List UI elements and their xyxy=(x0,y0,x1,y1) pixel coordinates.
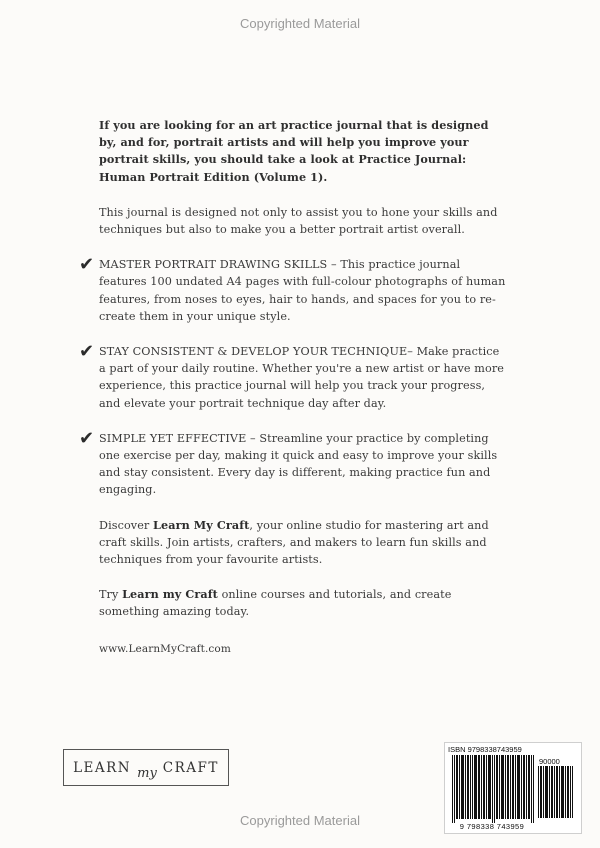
checkmark-icon: ✔ xyxy=(79,427,95,449)
checkmark-icon: ✔ xyxy=(79,341,95,363)
logo-word-left: LEARN xyxy=(73,759,132,776)
feature-text: MASTER PORTRAIT DRAWING SKILLS – This practice journal features 100 undated A4 pages with full-colour photographs of human features, from noses to eyes, hair to hands, and spaces for you to re-create them in your unique style. xyxy=(99,258,506,323)
discover-brand: Learn My Craft xyxy=(153,517,250,532)
learn-my-craft-logo xyxy=(63,749,229,786)
price-barcode-icon xyxy=(538,766,574,818)
barcode-number: 9 798338 743959 xyxy=(459,822,525,831)
try-paragraph xyxy=(99,586,509,620)
back-cover-text xyxy=(79,117,509,658)
logo-word-mid: my xyxy=(137,766,157,781)
discover-post: , your online studio for mastering art and craft skills. Join artists, crafters, and makers to learn fun skills and techniques from your favourite artists. xyxy=(99,518,489,567)
checkmark-icon: ✔ xyxy=(79,254,95,276)
intro-paragraph: If you are looking for an art practice journal that is designed by, and for, portrait artists and will help you improve your portrait skills, you should take a look at Practice Journal: Human Portrait Edition (Volume 1). xyxy=(99,118,489,184)
logo-word-right: CRAFT xyxy=(162,759,219,776)
description-paragraph: This journal is designed not only to assist you to hone your skills and techniques but also to make you a better portrait artist overall. xyxy=(99,205,498,237)
feature-text: SIMPLE YET EFFECTIVE – Streamline your practice by completing one exercise per day, making it quick and easy to improve your skills and stay consistent. Every day is different, making practice fun and engaging. xyxy=(99,431,498,497)
feature-text: STAY CONSISTENT & DEVELOP YOUR TECHNIQUE– Make practice a part of your daily routine. Whether you're a new artist or have more experience, this practice journal will help you track your progress, and elevate your portrait technique day after day. xyxy=(99,345,505,410)
discover-paragraph xyxy=(99,517,509,569)
try-post: online courses and tutorials, and create something amazing today. xyxy=(99,588,452,619)
feature-item-3 xyxy=(79,427,509,499)
feature-item-2 xyxy=(79,343,509,412)
watermark-top: Copyrighted Material xyxy=(240,16,360,31)
isbn-label: ISBN 9798338743959 xyxy=(448,745,522,754)
try-pre: Try xyxy=(99,588,123,602)
feature-item-1 xyxy=(79,256,509,325)
try-brand: Learn my Craft xyxy=(122,587,218,602)
watermark-bottom: Copyrighted Material xyxy=(240,813,360,828)
discover-pre: Discover xyxy=(99,518,154,532)
price-code: 90000 xyxy=(539,757,560,766)
website-url: www.LearnMyCraft.com xyxy=(99,642,231,655)
